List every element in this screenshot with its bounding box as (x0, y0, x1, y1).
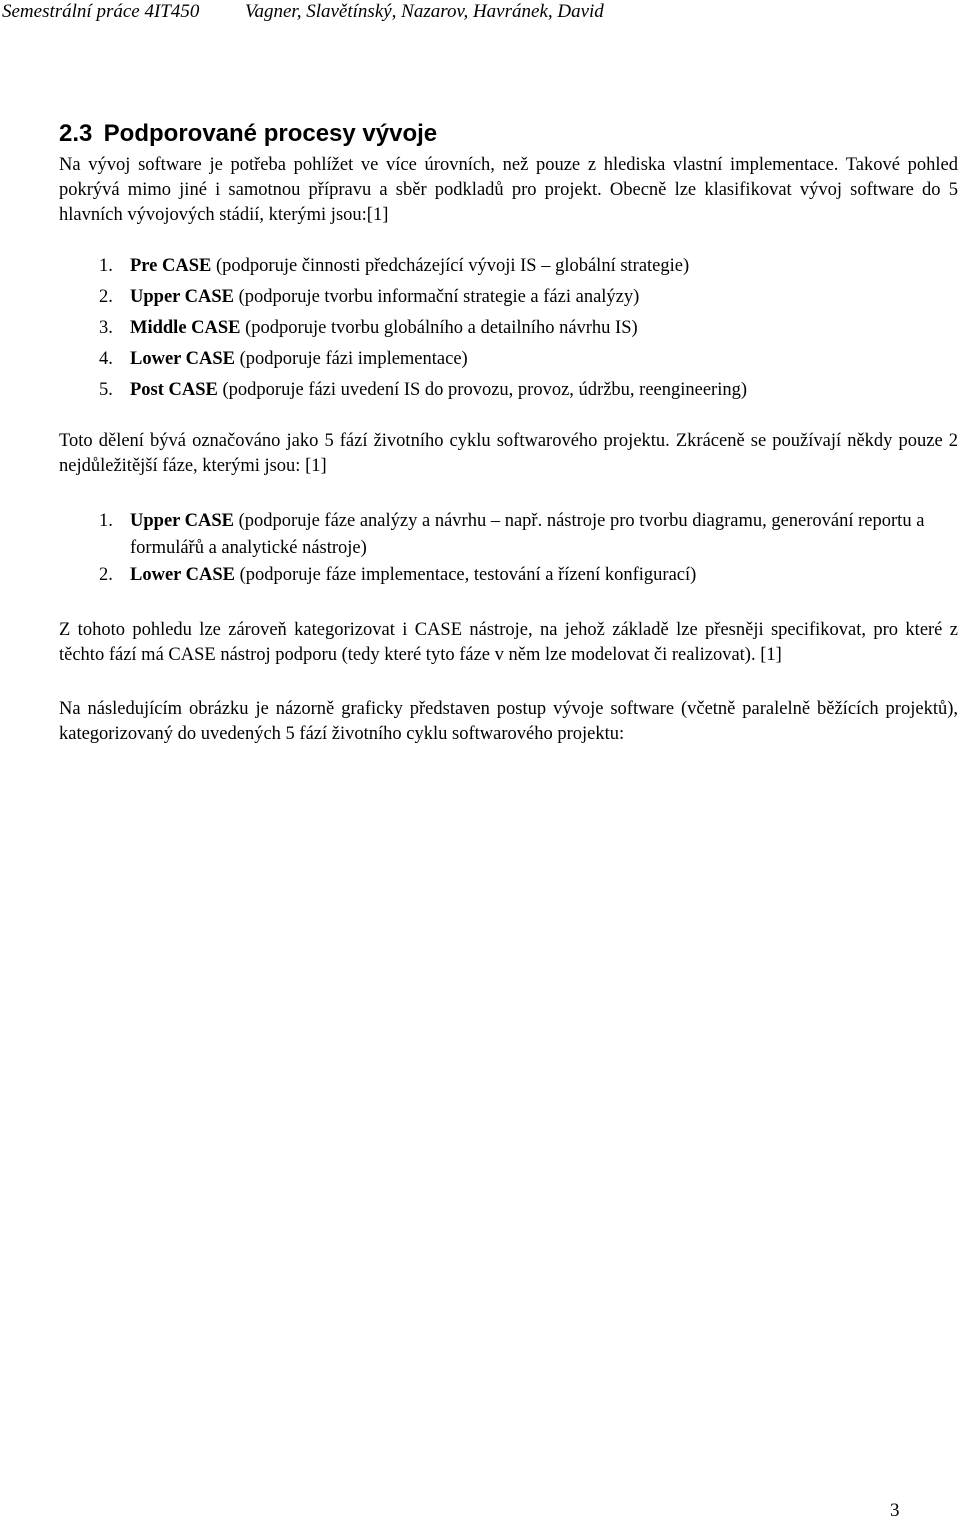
list-item-number: 1. (99, 256, 113, 276)
list-item-desc: (podporuje činnosti předcházející vývoji IS – globální strategie) (211, 256, 690, 276)
list-item (99, 375, 958, 406)
list-item (99, 562, 958, 589)
section-heading (59, 118, 958, 150)
list-item-number: 1. (99, 511, 113, 531)
list-item (99, 313, 958, 344)
list-item-number: 3. (99, 318, 113, 338)
phases-paragraph: Toto dělení bývá označováno jako 5 fází životního cyklu softwarového projektu. Zkráceně se používají někdy pouze 2 nejdůležitější fáze, kterými jsou: [1] (59, 431, 958, 476)
list-item (99, 251, 958, 282)
list-item-name: Lower CASE (130, 349, 236, 369)
list-item (99, 344, 958, 375)
list-item-name: Upper CASE (130, 287, 234, 307)
figure-intro-paragraph: Na následujícím obrázku je názorně graficky představen postup vývoje software (včetně paralelně běžících projektů), kategorizovaný do uvedených 5 fází životního cyklu softwarového projektu: (59, 699, 958, 744)
page-number: 3 (890, 1500, 900, 1521)
list-item-number: 4. (99, 349, 113, 369)
list-item-number: 2. (99, 565, 113, 585)
list-item-name: Post CASE (130, 380, 218, 400)
intro-paragraph: Na vývoj software je potřeba pohlížet ve více úrovních, než pouze z hlediska vlastní implementace. Takové pohled pokrývá mimo jiné i samotnou přípravu a sběr podkladů pro projekt. Obecně lze klasifikovat vývoj software do 5 hlavních vývojových stádií, kterými jsou:[1] (59, 155, 958, 225)
short-phases-list (59, 508, 958, 589)
list-item-name: Upper CASE (130, 511, 234, 531)
section-title: Podporované procesy vývoje (103, 120, 438, 147)
list-item-number: 2. (99, 287, 113, 307)
list-item-desc: (podporuje tvorbu informační strategie a fázi analýzy) (234, 287, 640, 307)
section-number: 2.3 (59, 120, 93, 147)
phases-list (59, 251, 958, 406)
list-item-name: Lower CASE (130, 565, 236, 585)
list-item (99, 508, 958, 562)
list-item-desc: (podporuje fáze analýzy a návrhu – např. nástroje pro tvorbu diagramu, generování reportu a formulářů a analytické nástroje) (130, 511, 925, 558)
list-item-desc: (podporuje fázi implementace) (235, 349, 468, 369)
list-item-desc: (podporuje fáze implementace, testování a řízení konfigurací) (235, 565, 697, 585)
case-tools-paragraph: Z tohoto pohledu lze zároveň kategorizovat i CASE nástroje, na jehož základě lze přesněji specifikovat, pro které z těchto fází má CASE nástroj podporu (tedy které tyto fáze v něm lze modelovat či realizovat). [1] (59, 620, 958, 665)
header-course: Semestrální práce 4IT450 (2, 1, 200, 22)
list-item-desc: (podporuje tvorbu globálního a detailního návrhu IS) (240, 318, 638, 338)
list-item-desc: (podporuje fázi uvedení IS do provozu, provoz, údržbu, reengineering) (217, 380, 748, 400)
list-item-number: 5. (99, 380, 113, 400)
header-authors: Vagner, Slavětínský, Nazarov, Havránek, David (245, 1, 604, 22)
page-header (0, 0, 960, 30)
list-item (99, 282, 958, 313)
list-item-name: Middle CASE (130, 318, 241, 338)
list-item-name: Pre CASE (130, 256, 212, 276)
page-body (59, 118, 958, 747)
